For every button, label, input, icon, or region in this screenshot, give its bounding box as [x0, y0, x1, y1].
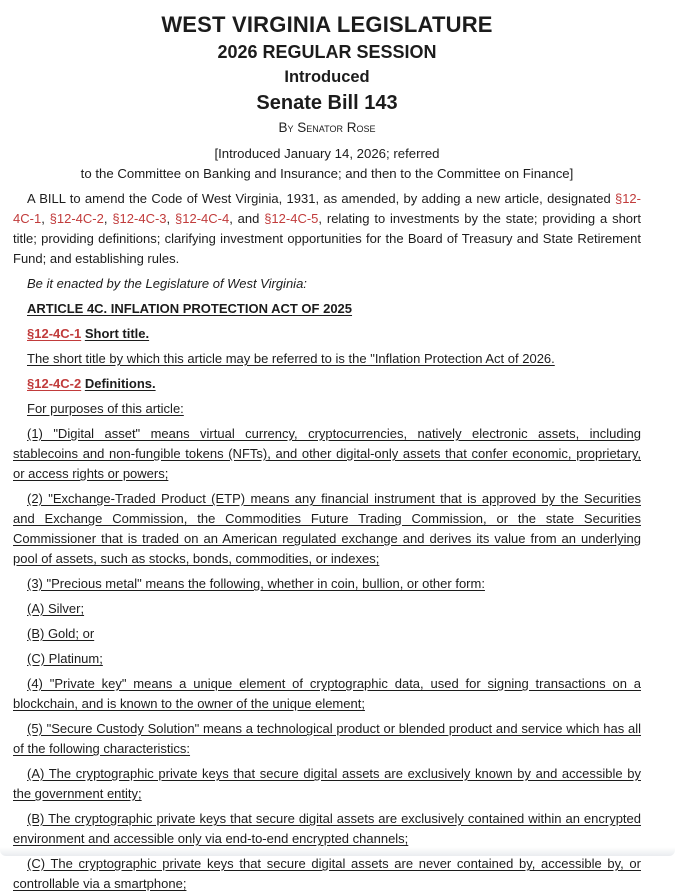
section-title: Definitions. — [84, 376, 156, 391]
definition-item: (A) The cryptographic private keys that secure digital assets are exclusively known by and accessible by the government entity; — [13, 766, 641, 801]
section-ref: §12-4C-3 — [112, 211, 167, 226]
definition-item: (5) "Secure Custody Solution" means a technological product or blended product and service which has all of the following characteristics: — [13, 721, 641, 756]
article-heading: ARTICLE 4C. INFLATION PROTECTION ACT OF 2025 — [27, 301, 353, 316]
summary-text: , relating to investments by the state; providing a short title; providing definitions; clarifying investment opportunities for the Board of Treasury and State Retirement Fund; and establishing rules. — [13, 211, 641, 266]
definition-item: (C) The cryptographic private keys that secure digital assets are never contained by, accessible by, or controllable via a smartphone; — [13, 856, 641, 891]
section-ref: §12-4C-1 — [27, 326, 82, 341]
section-ref: §12-4C-4 — [175, 211, 230, 226]
section-ref: §12-4C-2 — [27, 376, 82, 391]
definition-item: (2) "Exchange-Traded Product (ETP) means any financial instrument that is approved by the Securities and Exchange Commission, the Commodities Future Trading Commission, or the state Securities Commissioner that is traded on an American regulated exchange and derives its value from an underlying pool of assets, such as stocks, bonds, commodities, or indexes; — [13, 491, 641, 566]
definition-item: (B) The cryptographic private keys that secure digital assets are exclusively contained within an encrypted environment and accessible only via end-to-end encrypted channels; — [13, 811, 641, 846]
bill-header — [13, 12, 641, 184]
section-heading-definitions — [13, 374, 641, 394]
definition-item: (3) "Precious metal" means the following, whether in coin, bullion, or other form: — [27, 576, 485, 591]
legislature-title: WEST VIRGINIA LEGISLATURE — [161, 12, 493, 37]
section-ref: §12-4C-5 — [264, 211, 319, 226]
definition-item: (A) Silver; — [27, 601, 85, 616]
bill-summary: A BILL to amend the Code of West Virginia, 1931, as amended, by adding a new article, designated §12-4C-1, §12-4C-2, §12-4C-3, §12-4C-4, and §12-4C-5, relating to investments by the state; providing a short title; providing definitions; clarifying investment opportunities for the Board of Treasury and State Retirement Fund; and establishing rules. — [13, 191, 641, 266]
section-ref: §12-4C-2 — [49, 211, 104, 226]
summary-text: A BILL to amend the Code of West Virginia, 1931, as amended, by adding a new article, designated — [27, 191, 615, 206]
definitions-intro: For purposes of this article: — [27, 401, 184, 416]
bill-number: Senate Bill 143 — [256, 92, 398, 114]
definition-item: (4) "Private key" means a unique element of cryptographic data, used for signing transactions on a blockchain, and is known to the owner of the unique element; — [13, 676, 641, 711]
bill-status: Introduced — [284, 68, 370, 86]
definition-item: (1) "Digital asset" means virtual currency, cryptocurrencies, natively electronic assets, including stablecoins and non-fungible tokens (NFTs), and other digital-only assets that confer economic, proprietary, or access rights or powers; — [13, 426, 641, 481]
enacting-clause: Be it enacted by the Legislature of West Virginia: — [27, 276, 307, 291]
section-ref: §12-4C-1 — [13, 191, 641, 226]
session-title: 2026 REGULAR SESSION — [217, 42, 437, 62]
referral-line-1: [Introduced January 14, 2026; referred — [214, 146, 440, 161]
referral-note — [13, 144, 641, 184]
referral-line-2: to the Committee on Banking and Insurance; and then to the Committee on Finance] — [80, 166, 574, 181]
section-body-short-title: The short title by which this article may be referred to is the "Inflation Protection Act of 2026. — [27, 351, 555, 366]
sponsor-line: By Senator Rose — [278, 120, 376, 135]
section-heading-short-title — [13, 324, 641, 344]
definition-item: (C) Platinum; — [27, 651, 103, 666]
definition-item: (B) Gold; or — [27, 626, 95, 641]
section-title: Short title. — [84, 326, 150, 341]
